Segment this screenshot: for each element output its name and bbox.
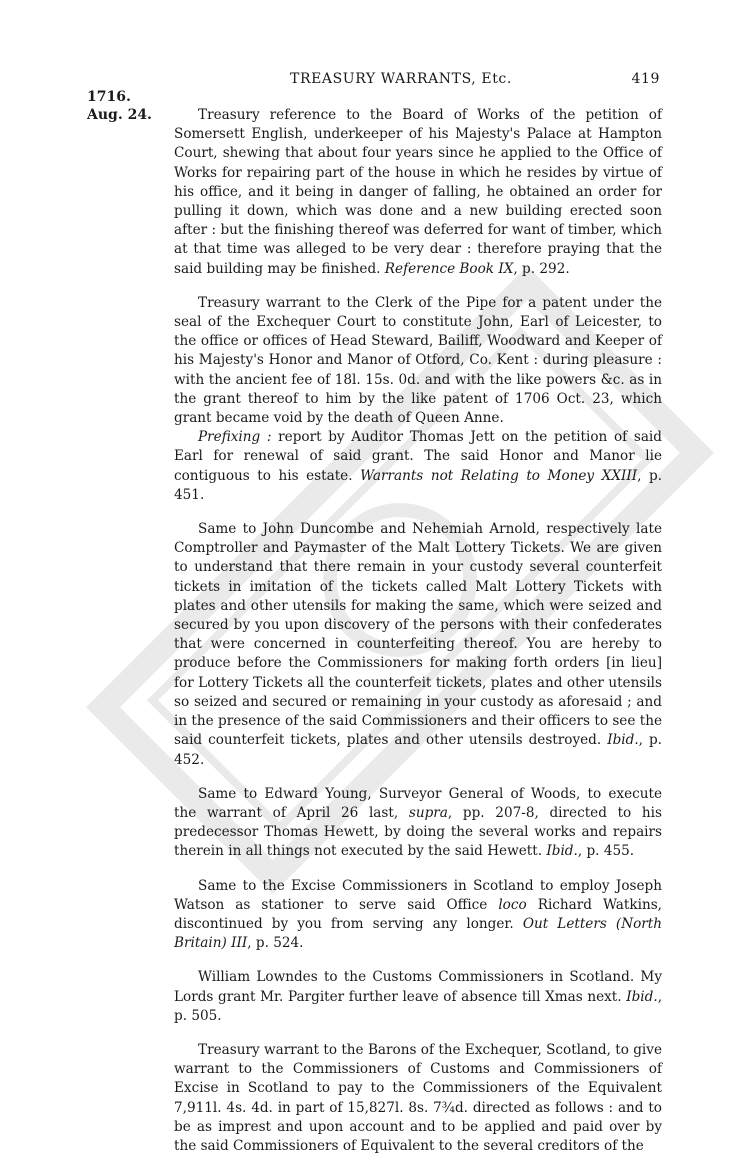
- entry-paragraph: [174, 785, 662, 862]
- entry-paragraph: [174, 1041, 662, 1156]
- page-number: 419: [631, 71, 660, 87]
- entry-reference-page: , p. 505.: [174, 988, 663, 1024]
- entry-paragraph-continuation: [174, 428, 662, 505]
- entry-text: William Lowndes to the Customs Commissioners in Scotland. My Lords grant Mr. Pargiter further leave of absence till Xmas next.: [174, 969, 662, 1005]
- prefix-text: report by Auditor Thomas Jett on the petition of said Earl for renewal of said grant. The said Honor and Manor lie contiguous to his estate.: [174, 429, 662, 484]
- margin-date: Aug. 24.: [87, 107, 152, 123]
- entry-paragraph: [174, 877, 662, 954]
- entry-text: Same to the Excise Commissioners in Scotland to employ Joseph Watson as stationer to serve said Office: [174, 877, 662, 913]
- entry-reference-page: , p. 524.: [247, 935, 304, 952]
- entry-text-continued: , pp. 207-8, directed to his predecessor Thomas Hewett, by doing the several works and repairs therein in all things not executed by the said Hewett.: [174, 804, 662, 860]
- entry-text: Treasury warrant to the Clerk of the Pipe for a patent under the seal of the Exchequer Court to constitute John, Earl of Leicester, to the office or offices of Head Steward, Bailiff, Woodward and Keeper of his Majesty's Honor and Manor of Otford, Co. Kent : during pleasure : with the ancient fee of 18l. 15s. 0d. and with the like powers &c. as in the grant thereof to him by the like patent of 1706 Oct. 23, which grant became void by the death of Queen Anne.: [174, 294, 662, 427]
- margin-year: 1716.: [87, 89, 131, 105]
- entry-reference-page: , p. 455.: [577, 843, 635, 860]
- entry-text: Same to John Duncombe and Nehemiah Arnold, respectively late Comptroller and Paymaster of the Malt Lottery Tickets. We are given to understand that there remain in your custody several counterfeit tickets in imitation of the tickets called Malt Lottery Tickets with plates and other utensils for making the same, which were seized and secured by you upon discovery of the persons with their confederates that were concerned in counterfeiting thereof. You are hereby to produce before the Commissioners for making forth orders [in lieu] for Lottery Tickets all the counterfeit tickets, plates and other utensils so seized and secured or remaining in your custody as aforesaid ; and in the presence of the said Commissioners and their officers to see the said counterfeit tickets, plates and other utensils destroyed.: [174, 521, 662, 749]
- entry-text-continued: Richard Watkins, discontinued by you from serving any longer.: [174, 896, 662, 932]
- entry-reference-page: , p. 452.: [174, 732, 662, 768]
- entry-reference: Reference Book IX: [384, 260, 514, 277]
- entry-text: Treasury warrant to the Barons of the Exchequer, Scotland, to give warrant to the Commissioners of Customs and Commissioners of Excise in Scotland to pay to the Commissioners of the Equivalent 7,911l. 4s. 4d. in part of 15,827l. 8s. 7¾d. directed as follows : and to be as imprest and upon account and to be applied and paid over by the said Commissioners of Equivalent to the several creditors of the: [174, 1041, 662, 1154]
- entry-reference: Ibid.: [626, 988, 658, 1005]
- loco-word: loco: [498, 896, 527, 913]
- prefix-label: Prefixing :: [198, 429, 272, 446]
- entry-paragraph: [174, 968, 662, 1026]
- entry-text: Same to Edward Young, Surveyor General of Woods, to execute the warrant of April 26 last,: [174, 785, 662, 821]
- running-head-title: TREASURY WARRANTS, Etc.: [290, 71, 512, 87]
- supra-word: supra: [408, 804, 448, 821]
- entry-reference: Ibid.: [607, 732, 639, 749]
- entry-reference-page: , p. 292.: [513, 260, 570, 277]
- entry-reference: Ibid.: [546, 843, 578, 860]
- entry-reference: Out Letters (North Britain) III: [174, 915, 663, 952]
- entry-paragraph: [174, 520, 662, 770]
- entry-paragraph: [174, 294, 662, 428]
- entry-paragraph: [174, 106, 662, 279]
- document-body: [174, 106, 662, 1156]
- entry-text: Treasury reference to the Board of Works of the petition of Somersett English, underkeeper of his Majesty's Palace at Hampton Court, shewing that about four years since he applied to the Office of Works for repairing part of the house in which he resides by virtue of his office, and it being in danger of falling, he obtained an order for pulling it down, which was done and a new building erected soon after : but the finishing thereof was deferred for want of timber, which at that time was alleged to be very dear : therefore praying that the said building may be finished.: [174, 107, 662, 277]
- entry-reference: Warrants not Relating to Money XXIII: [360, 467, 638, 484]
- entry-reference-page: , p. 451.: [174, 467, 663, 503]
